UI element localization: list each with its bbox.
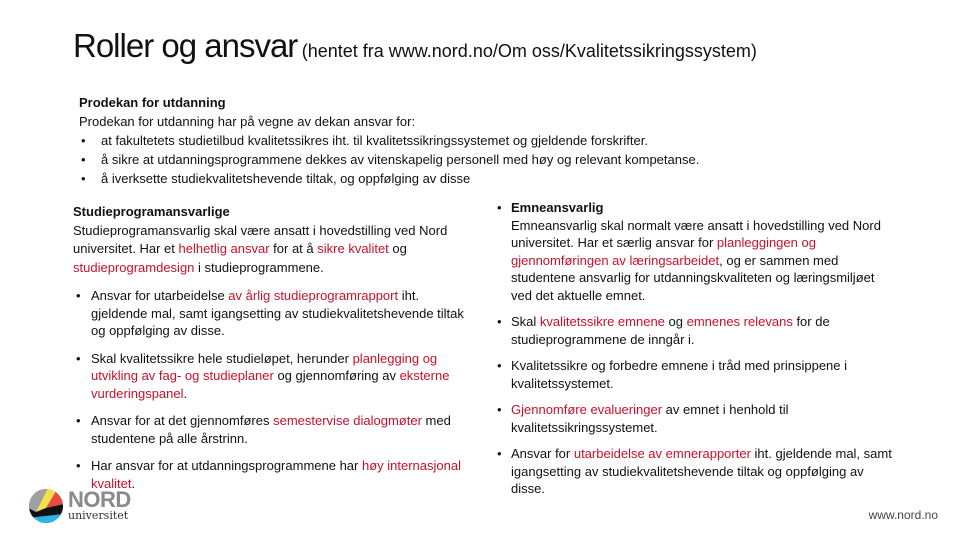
logo-name: NORD xyxy=(68,487,131,512)
text-segment: Skal xyxy=(511,314,540,329)
highlighted-text: kvalitetssikre emnene xyxy=(539,314,665,329)
highlighted-text: eksterne vurderingspanel xyxy=(91,368,450,401)
studieprogram-intro xyxy=(73,222,478,278)
highlighted-text: semestervise dialogmøter xyxy=(273,413,422,428)
studieprogram-list xyxy=(73,287,478,492)
text-segment: iht. gjeldende mal, samt igangsetting av studiekvalitetshevende tiltak og oppfølging av disse. xyxy=(91,288,464,338)
text-segment: av emnet i henhold til kvalitetssikringssystemet. xyxy=(511,402,789,435)
text-segment: Kvalitetssikre og forbedre emnene i tråd med prinsippene i kvalitetssystemet. xyxy=(511,358,848,391)
text-segment: Ansvar for xyxy=(511,446,574,461)
nord-logo xyxy=(28,488,131,524)
studieprogram-heading: Studieprogramansvarlige xyxy=(73,204,230,219)
highlighted-text: utarbeidelse av emnerapporter xyxy=(573,446,751,461)
list-item: • å sikre at utdanningsprogrammene dekkes av vitenskapelig personell med høy og relevant kompetanse. xyxy=(79,150,839,169)
list-item xyxy=(73,412,478,447)
logo-sub: universitet xyxy=(68,509,129,522)
text-segment: Ansvar for at det gjennomføres xyxy=(91,413,274,428)
emne-item xyxy=(497,199,897,304)
list-item xyxy=(73,350,478,403)
text-segment: Ansvar for utarbeidelse xyxy=(91,288,229,303)
website-label: www.nord.no xyxy=(868,508,938,522)
text-segment: for at å xyxy=(269,241,318,256)
text-segment: og xyxy=(388,241,407,256)
highlighted-text: høy internasjonal kvalitet xyxy=(91,458,461,491)
text-segment: , og er sammen med studentene ansvarlig for utdanningskvaliteten og læringsmiljøet ved det aktuelle emnet. xyxy=(511,252,875,303)
highlighted-text: studieprogramdesign xyxy=(73,259,195,275)
list-item xyxy=(497,445,897,498)
highlighted-text: helhetlig ansvar xyxy=(178,241,270,256)
title-source: (hentet fra www.nord.no/Om oss/Kvalitetssikringssystem) xyxy=(301,41,757,61)
list-item xyxy=(497,401,897,436)
highlighted-text: planleggingen og gjennomføringen av læringsarbeidet xyxy=(511,235,816,268)
text-segment: i studieprogrammene. xyxy=(194,259,324,275)
prodekan-section xyxy=(79,94,839,188)
list-item xyxy=(497,357,897,392)
text-segment: Emneansvarlig skal normalt være ansatt i hovedstilling ved Nord universitet. Har et særlig ansvar for xyxy=(511,217,881,250)
text-segment: iht. gjeldende mal, samt igangsetting av studiekvalitetshevende tiltak og oppfølging av disse. xyxy=(511,446,892,496)
list-item: • å iverksette studiekvalitetshevende tiltak, og oppfølging av disse xyxy=(79,169,839,188)
list-item: • at fakultetets studietilbud kvalitetssikres iht. til kvalitetssikringssystemet og gjeldende forskrifter. xyxy=(79,131,839,150)
emne-heading: • Emneansvarlig xyxy=(511,200,604,215)
text-segment: med studentene på alle årstrinn. xyxy=(91,413,451,446)
list-item xyxy=(73,457,478,492)
text-segment: . xyxy=(183,385,188,401)
emne-section xyxy=(497,199,897,507)
text-segment: Skal kvalitetssikre hele studieløpet, herunder xyxy=(91,350,353,366)
prodekan-intro: Prodekan for utdanning har på vegne av dekan ansvar for: xyxy=(79,113,416,129)
highlighted-text: emnenes relevans xyxy=(686,314,793,329)
logo-circle-icon xyxy=(28,488,64,524)
list-item xyxy=(497,313,897,348)
text-segment: og gjennomføring av xyxy=(273,368,400,383)
title-main: Roller og ansvar xyxy=(73,27,298,64)
text-segment: . xyxy=(131,475,136,491)
list-item xyxy=(73,287,478,340)
text-segment: Studieprogramansvarlig skal være ansatt i hovedstilling ved Nord universitet. Har et xyxy=(73,222,448,256)
emne-list xyxy=(497,313,897,498)
text-segment: Har ansvar for at utdanningsprogrammene har xyxy=(91,458,362,473)
prodekan-list xyxy=(79,131,839,188)
highlighted-text: Gjennomføre evalueringer xyxy=(511,402,663,417)
prodekan-heading: Prodekan for utdanning xyxy=(79,95,226,110)
emne-intro xyxy=(511,217,897,305)
highlighted-text: av årlig studieprogramrapport xyxy=(228,288,399,303)
text-segment: og xyxy=(664,314,687,329)
text-segment: for de studieprogrammene de inngår i. xyxy=(511,314,830,347)
highlighted-text: sikre kvalitet xyxy=(317,241,389,256)
highlighted-text: planlegging og utvikling av fag- og studieplaner xyxy=(91,350,438,383)
studieprogram-section xyxy=(73,203,478,492)
slide-title xyxy=(73,26,773,66)
